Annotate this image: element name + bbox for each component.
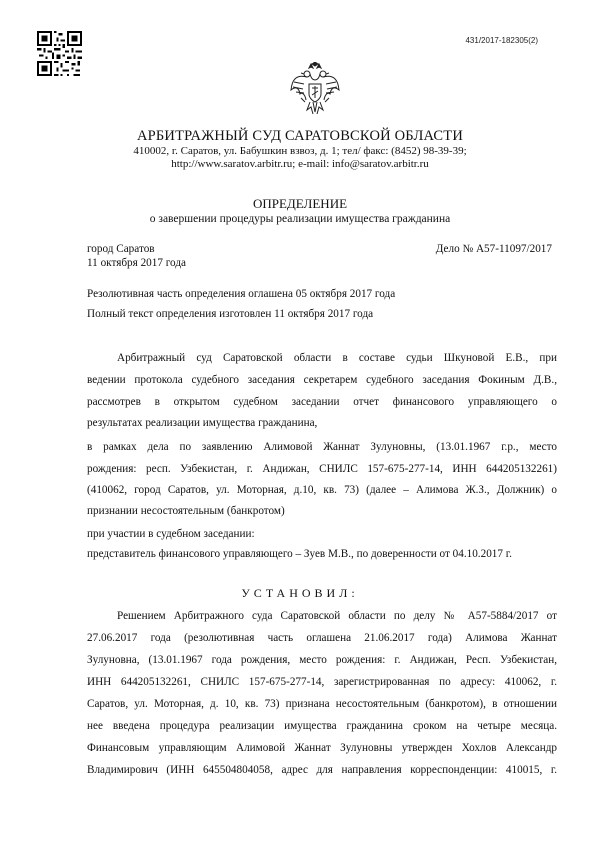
body-line: ведении протокола судебного заседания секретарем судебного заседания Фокиным Д.В.,: [87, 374, 557, 386]
court-name: АРБИТРАЖНЫЙ СУД САРАТОВСКОЙ ОБЛАСТИ: [136, 128, 464, 144]
body-line: признании несостоятельным (банкротом): [87, 505, 285, 517]
body-line: Решением Арбитражного суда Саратовской области по делу № А57-5884/2017 от: [117, 610, 557, 622]
body-line: 27.06.2017 года (резолютивная часть оглашена 21.06.2017 года) Алимова Жаннат: [87, 632, 557, 644]
body-line: Финансовым управляющим Алимовой Жаннат Зулуновны утвержден Хохлов Александр: [87, 742, 557, 754]
announced-line: Резолютивная часть определения оглашена 05 октября 2017 года: [87, 288, 396, 300]
court-web: http://www.saratov.arbitr.ru; e-mail: info@saratov.arbitr.ru: [171, 158, 429, 170]
qr-code-icon: [37, 31, 82, 76]
case-number: Дело № А57-11097/2017: [435, 243, 552, 255]
document-title-block: [0, 196, 600, 227]
section-heading-ustanovil: УСТАНОВИЛ:: [241, 586, 359, 600]
body-line: рассмотрев в открытом судебном заседании отчет финансового управляющего о: [87, 396, 557, 408]
document-subtitle: о завершении процедуры реализации имущества гражданина: [149, 213, 451, 225]
court-header: [0, 128, 600, 171]
body-line: рождения: респ. Узбекистан, г. Андижан, СНИЛС 157-675-277-14, ИНН 644205132261): [87, 463, 557, 475]
body-line: при участии в судебном заседании:: [87, 528, 255, 540]
body-line: нее введена процедура реализации имущества гражданина сроком на четыре месяца.: [87, 720, 557, 732]
body-line: в рамках дела по заявлению Алимовой Жаннат Зулуновны, (13.01.1967 г.р., место: [87, 441, 557, 453]
body-line: ИНН 644205132261, СНИЛС 157-675-277-14, зарегистрированная по адресу: 410062, г.: [87, 676, 557, 688]
body-line: представитель финансового управляющего – Зуев М.В., по доверенности от 04.10.2017 г.: [87, 548, 512, 560]
body-line: Владимирович (ИНН 645504804058, адрес для направления корреспонденции: 410015, г.: [87, 764, 557, 776]
document-number: 431/2017-182305(2): [465, 36, 538, 45]
document-date: 11 октября 2017 года: [87, 257, 186, 269]
russian-coat-of-arms-icon: [290, 62, 340, 118]
city: город Саратов: [87, 243, 155, 255]
full-text-line: Полный текст определения изготовлен 11 октября 2017 года: [87, 308, 374, 320]
body-line: результатах реализации имущества гражданина,: [87, 417, 318, 429]
body-line: (410062, город Саратов, ул. Моторная, д.10, кв. 73) (далее – Алимова Ж.З., Должник) о: [87, 484, 557, 496]
document-title: ОПРЕДЕЛЕНИЕ: [252, 196, 348, 211]
body-line: Арбитражный суд Саратовской области в составе судьи Шкуновой Е.В., при: [117, 352, 557, 364]
court-address: 410002, г. Саратов, ул. Бабушкин взвоз, д. 1; тел/ факс: (8452) 98-39-39;: [133, 145, 467, 157]
body-line: Саратов, ул. Моторная, д. 10, кв. 73) признана несостоятельным (банкротом), в отношении: [87, 698, 557, 710]
body-line: Зулуновна, (13.01.1967 года рождения, место рождения: г. Андижан, Респ. Узбекистан,: [87, 654, 557, 666]
